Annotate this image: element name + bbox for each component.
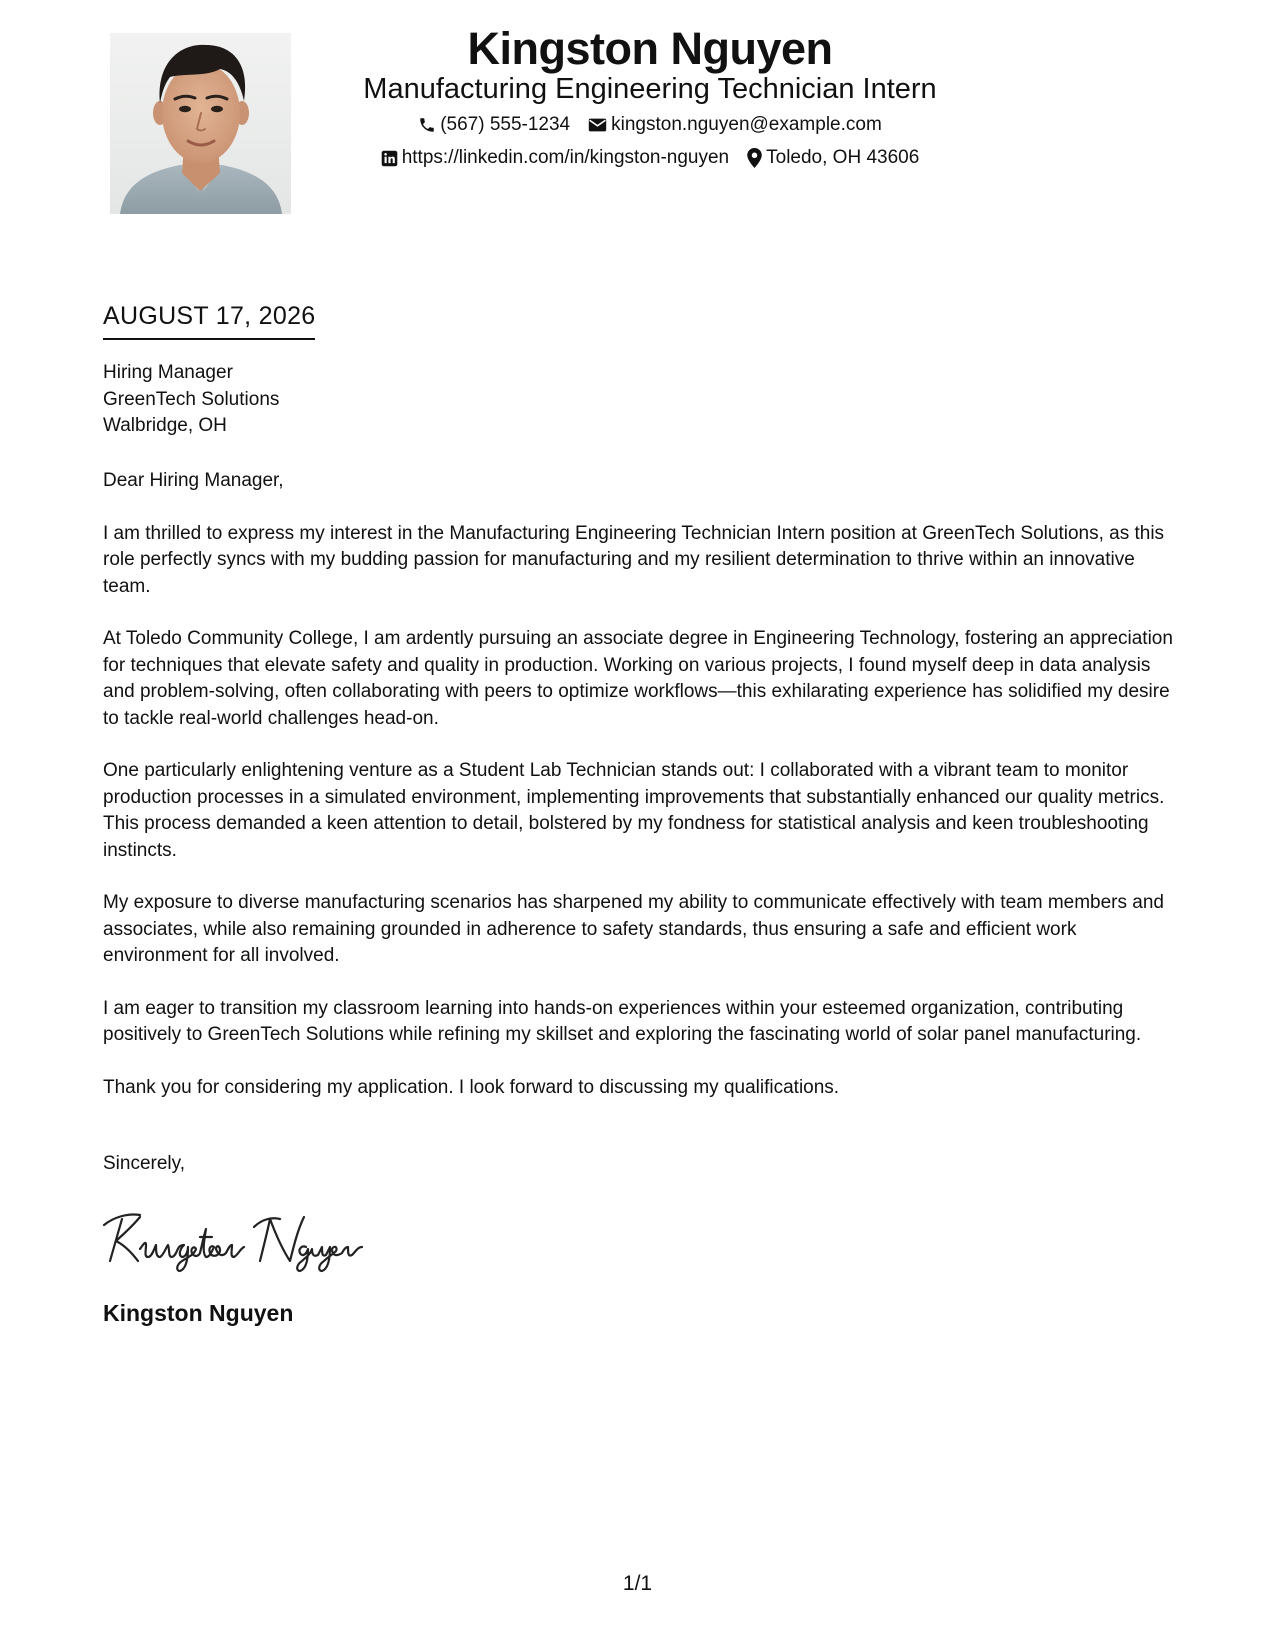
linkedin-icon xyxy=(381,150,398,167)
recipient-location: Walbridge, OH xyxy=(103,415,227,436)
signer-name: Kingston Nguyen xyxy=(103,1300,294,1326)
map-pin-icon xyxy=(747,148,762,168)
body-paragraph: One particularly enlightening venture as a Student Lab Technician stands out: I collaborated with a vibrant team to monitor production processes in a simulated environment, implementing improvements that substantially enhanced our quality metrics. This process demanded a keen attention to detail, bolstered by my fondness for statistical analysis and keen troubleshooting instincts. xyxy=(103,760,1165,861)
phone-icon xyxy=(418,116,436,134)
location-contact xyxy=(747,146,919,170)
location-text: Toledo, OH 43606 xyxy=(766,147,920,168)
linkedin-url: https://linkedin.com/in/kingston-nguyen xyxy=(401,147,730,168)
profile-photo xyxy=(110,33,291,214)
handwritten-signature xyxy=(100,1205,370,1275)
recipient-title: Hiring Manager xyxy=(103,362,233,383)
body-paragraph: My exposure to diverse manufacturing scenarios has sharpened my ability to communicate effectively with team members and associates, while also remaining grounded in adherence to safety standards, thus ensuring a safe and efficient work environment for all involved. xyxy=(103,892,1164,966)
applicant-name: Kingston Nguyen xyxy=(467,23,833,74)
phone-number: (567) 555-1234 xyxy=(440,114,571,135)
body-paragraph: I am thrilled to express my interest in the Manufacturing Engineering Technician Intern position at GreenTech Solutions, as this role perfectly syncs with my budding passion for manufacturing and my resilient determination to thrive within an innovative team. xyxy=(103,522,1165,597)
job-title: Manufacturing Engineering Technician Intern xyxy=(363,73,937,105)
envelope-icon xyxy=(588,117,607,133)
contact-row-1 xyxy=(300,113,1000,137)
salutation: Dear Hiring Manager, xyxy=(103,470,284,491)
body-paragraph: At Toledo Community College, I am ardently pursuing an associate degree in Engineering Technology, fostering an appreciation for techniques that elevate safety and quality in production. Working on various projects, I found myself deep in data analysis and problem-solving, often collaborating with peers to optimize workflows—this exhilarating experience has solidified my desire to tackle real-world challenges head-on. xyxy=(103,628,1173,729)
body-paragraph: I am eager to transition my classroom learning into hands-on experiences within your esteemed organization, contributing positively to GreenTech Solutions while refining my skillset and exploring the fascinating world of solar panel manufacturing. xyxy=(103,997,1142,1045)
letter-body xyxy=(103,468,1178,1127)
email-address: kingston.nguyen@example.com xyxy=(611,114,882,135)
body-paragraph: Thank you for considering my application. I look forward to discussing my qualifications. xyxy=(103,1076,840,1098)
email-contact[interactable] xyxy=(588,113,882,137)
phone-contact[interactable] xyxy=(418,113,570,137)
linkedin-contact[interactable] xyxy=(381,146,729,170)
closing: Sincerely, xyxy=(103,1153,186,1174)
recipient-block xyxy=(103,360,279,440)
letter-date: AUGUST 17, 2026 xyxy=(103,300,315,340)
page-number: 1/1 xyxy=(622,1572,653,1595)
contact-row-2 xyxy=(300,146,1000,170)
recipient-company: GreenTech Solutions xyxy=(103,388,280,410)
